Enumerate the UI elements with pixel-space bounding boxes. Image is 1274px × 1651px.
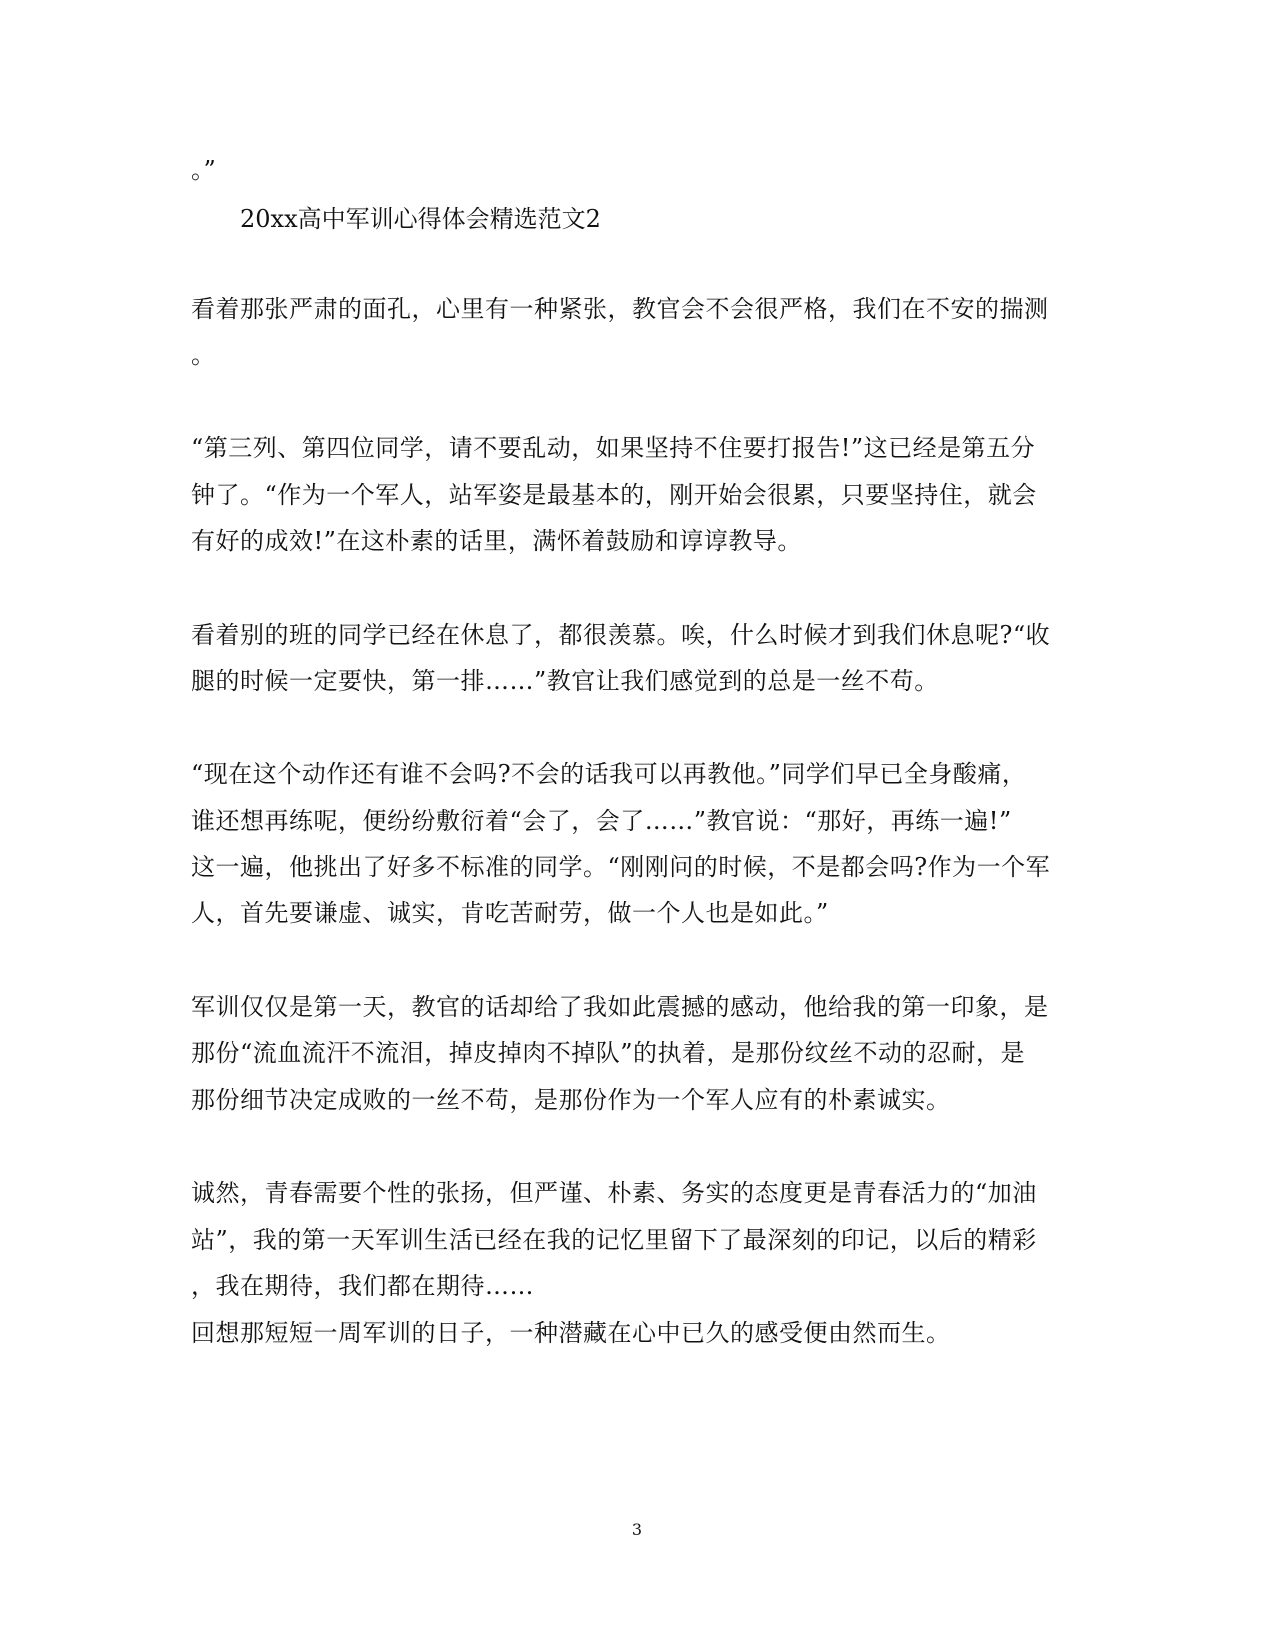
text-line: ，我在期待，我们都在期待…… [191,1272,534,1300]
text-line: 诚然，青春需要个性的张扬，但严谨、朴素、务实的态度更是青春活力的“加油 [191,1179,1037,1207]
text-line: 看着别的班的同学已经在休息了，都很羡慕。唉，什么时候才到我们休息呢?“收 [191,621,1051,649]
text-line: 那份“流血流汗不流泪，掉皮掉肉不掉队”的执着，是那份纹丝不动的忍耐，是 [191,1039,1026,1067]
text-line: 站”，我的第一天军训生活已经在我的记忆里留下了最深刻的印记，以后的精彩 [191,1226,1037,1254]
section-heading: 20xx高中军训心得体会精选范文2 [240,205,601,233]
text-line: 。” [191,156,217,184]
text-line: 腿的时候一定要快，第一排……”教官让我们感觉到的总是一丝不苟。 [191,667,939,695]
text-line: 人，首先要谦虚、诚实，肯吃苦耐劳，做一个人也是如此。” [191,899,829,927]
text-line: 谁还想再练呢，便纷纷敷衍着“会了，会了……”教官说：“那好，再练一遍!” [191,807,1012,835]
text-line: 。 [191,341,216,369]
text-line: 那份细节决定成败的一丝不苟，是那份作为一个军人应有的朴素诚实。 [191,1086,951,1114]
text-line: 看着那张严肃的面孔，心里有一种紧张，教官会不会很严格，我们在不安的揣测 [191,295,1049,323]
text-line: 钟了。“作为一个军人，站军姿是最基本的，刚开始会很累，只要坚持住，就会 [191,481,1037,509]
text-line: 军训仅仅是第一天，教官的话却给了我如此震撼的感动，他给我的第一印象，是 [191,993,1049,1021]
text-line: 回想那短短一周军训的日子，一种潜藏在心中已久的感受便由然而生。 [191,1319,951,1347]
text-line: 这一遍，他挑出了好多不标准的同学。“刚刚问的时候，不是都会吗?作为一个军 [191,853,1051,881]
text-line: “现在这个动作还有谁不会吗?不会的话我可以再教他。”同学们早已全身酸痛， [191,760,1027,788]
text-line: “第三列、第四位同学，请不要乱动，如果坚持不住要打报告!”这已经是第五分 [191,434,1036,462]
page-number: 3 [631,1520,643,1539]
text-line: 有好的成效!”在这朴素的话里，满怀着鼓励和谆谆教导。 [191,527,802,555]
